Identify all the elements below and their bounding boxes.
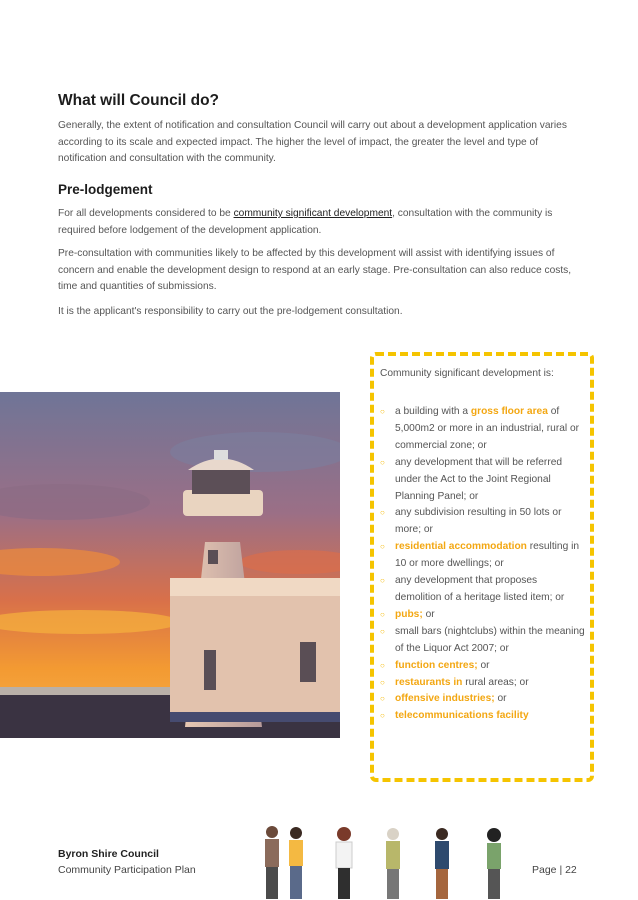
footer-page-number: Page | 22 [532,864,577,876]
callout-item-pre: any subdivision resulting in 50 lots or more; or [395,507,562,536]
callout-list-item [380,691,586,708]
circle-bullet-icon: ○ [380,609,385,619]
circle-bullet-icon: ○ [380,457,385,467]
callout-list-item [380,573,586,607]
callout-list-item [380,505,586,539]
circle-bullet-icon: ○ [380,677,385,687]
person-figure [336,827,352,899]
community-significant-development-link[interactable]: community significant development [233,208,393,219]
lighthouse-sunset-photo [0,392,340,738]
circle-bullet-icon: ○ [380,407,385,416]
circle-bullet-icon: ○ [380,626,385,636]
person-figure [487,828,501,899]
person-figure [386,828,400,899]
callout-list-item [380,658,586,675]
callout-item-post: resulting in 10 or more dwellings; or [395,541,580,570]
callout-item-pre: any development that proposes demolition of a heritage listed item; or [395,575,565,603]
circle-bullet-icon: ○ [380,660,385,670]
callout-list-item [380,455,586,506]
callout-item-pre: any development that will be referred under the Act to the Joint Regional Planning Panel; or [395,456,563,502]
callout-item-hl: offensive industries; [395,693,495,705]
callout-item-post: or [494,693,507,705]
person-figure [435,828,449,899]
callout-item-hl: gross floor area [470,406,548,417]
callout-item-pre: small bars (nightclubs) within the meaning of the Liquor Act 2007; or [395,625,585,654]
callout-item-pre: a building with a [395,406,471,417]
prelodgement-paragraph-1 [58,206,578,239]
person-figure [265,826,279,899]
callout-item-hl: pubs; [395,608,423,620]
footer-organisation: Byron Shire Council [58,848,159,860]
section-title: What will Council do? [58,92,220,109]
callout-item-post: rural areas; or [462,676,529,688]
prelodgement-paragraph-2: Pre-consultation with communities likely to be affected by this development will assist with identifying issues of concern and enable the development design to respond at an early stage. Pre-consultation can also reduce costs, time and quantities of submissions. [58,248,572,293]
lighthouse-illustration [0,392,340,738]
section-intro: Generally, the extent of notification and consultation Council will carry out about a development application varies according to its scale and expected impact. The higher the level of impact, the greater the level and type of notification and consultation with the community. [58,120,567,165]
callout-list-item [380,404,586,455]
callout-item-hl: restaurants in [395,676,463,688]
people-illustration [258,825,516,900]
callout-item-post: or [477,659,490,671]
person-figure [289,827,303,899]
para1-before: For all developments considered to be [58,208,234,219]
callout-list-item [380,708,586,725]
circle-bullet-icon: ○ [380,694,385,704]
prelodgement-paragraph-3: It is the applicant's responsibility to carry out the pre-lodgement consultation. [58,306,403,317]
callout-item-post: or [422,608,435,620]
circle-bullet-icon: ○ [380,711,385,721]
callout-list-item [380,539,586,573]
footer-document-title: Community Participation Plan [58,864,196,876]
circle-bullet-icon: ○ [380,542,385,552]
callout-list-item [380,624,586,658]
callout-list-item [380,607,586,624]
callout-list-item [380,675,586,692]
callout-list [380,404,586,725]
callout-item-post: of 5,000m2 or more in an industrial, rural or commercial zone; or [395,406,580,451]
para1-after: , consultation with the community is required before lodgement of the development application. [58,208,553,236]
circle-bullet-icon: ○ [380,508,385,518]
callout-item-hl: function centres; [395,659,478,671]
callout-intro: Community significant development is: [380,368,554,379]
callout-item-hl: telecommunications facility [395,710,529,722]
prelodgement-title: Pre-lodgement [58,182,153,197]
circle-bullet-icon: ○ [380,576,385,586]
callout-item-hl: residential accommodation [395,541,527,553]
